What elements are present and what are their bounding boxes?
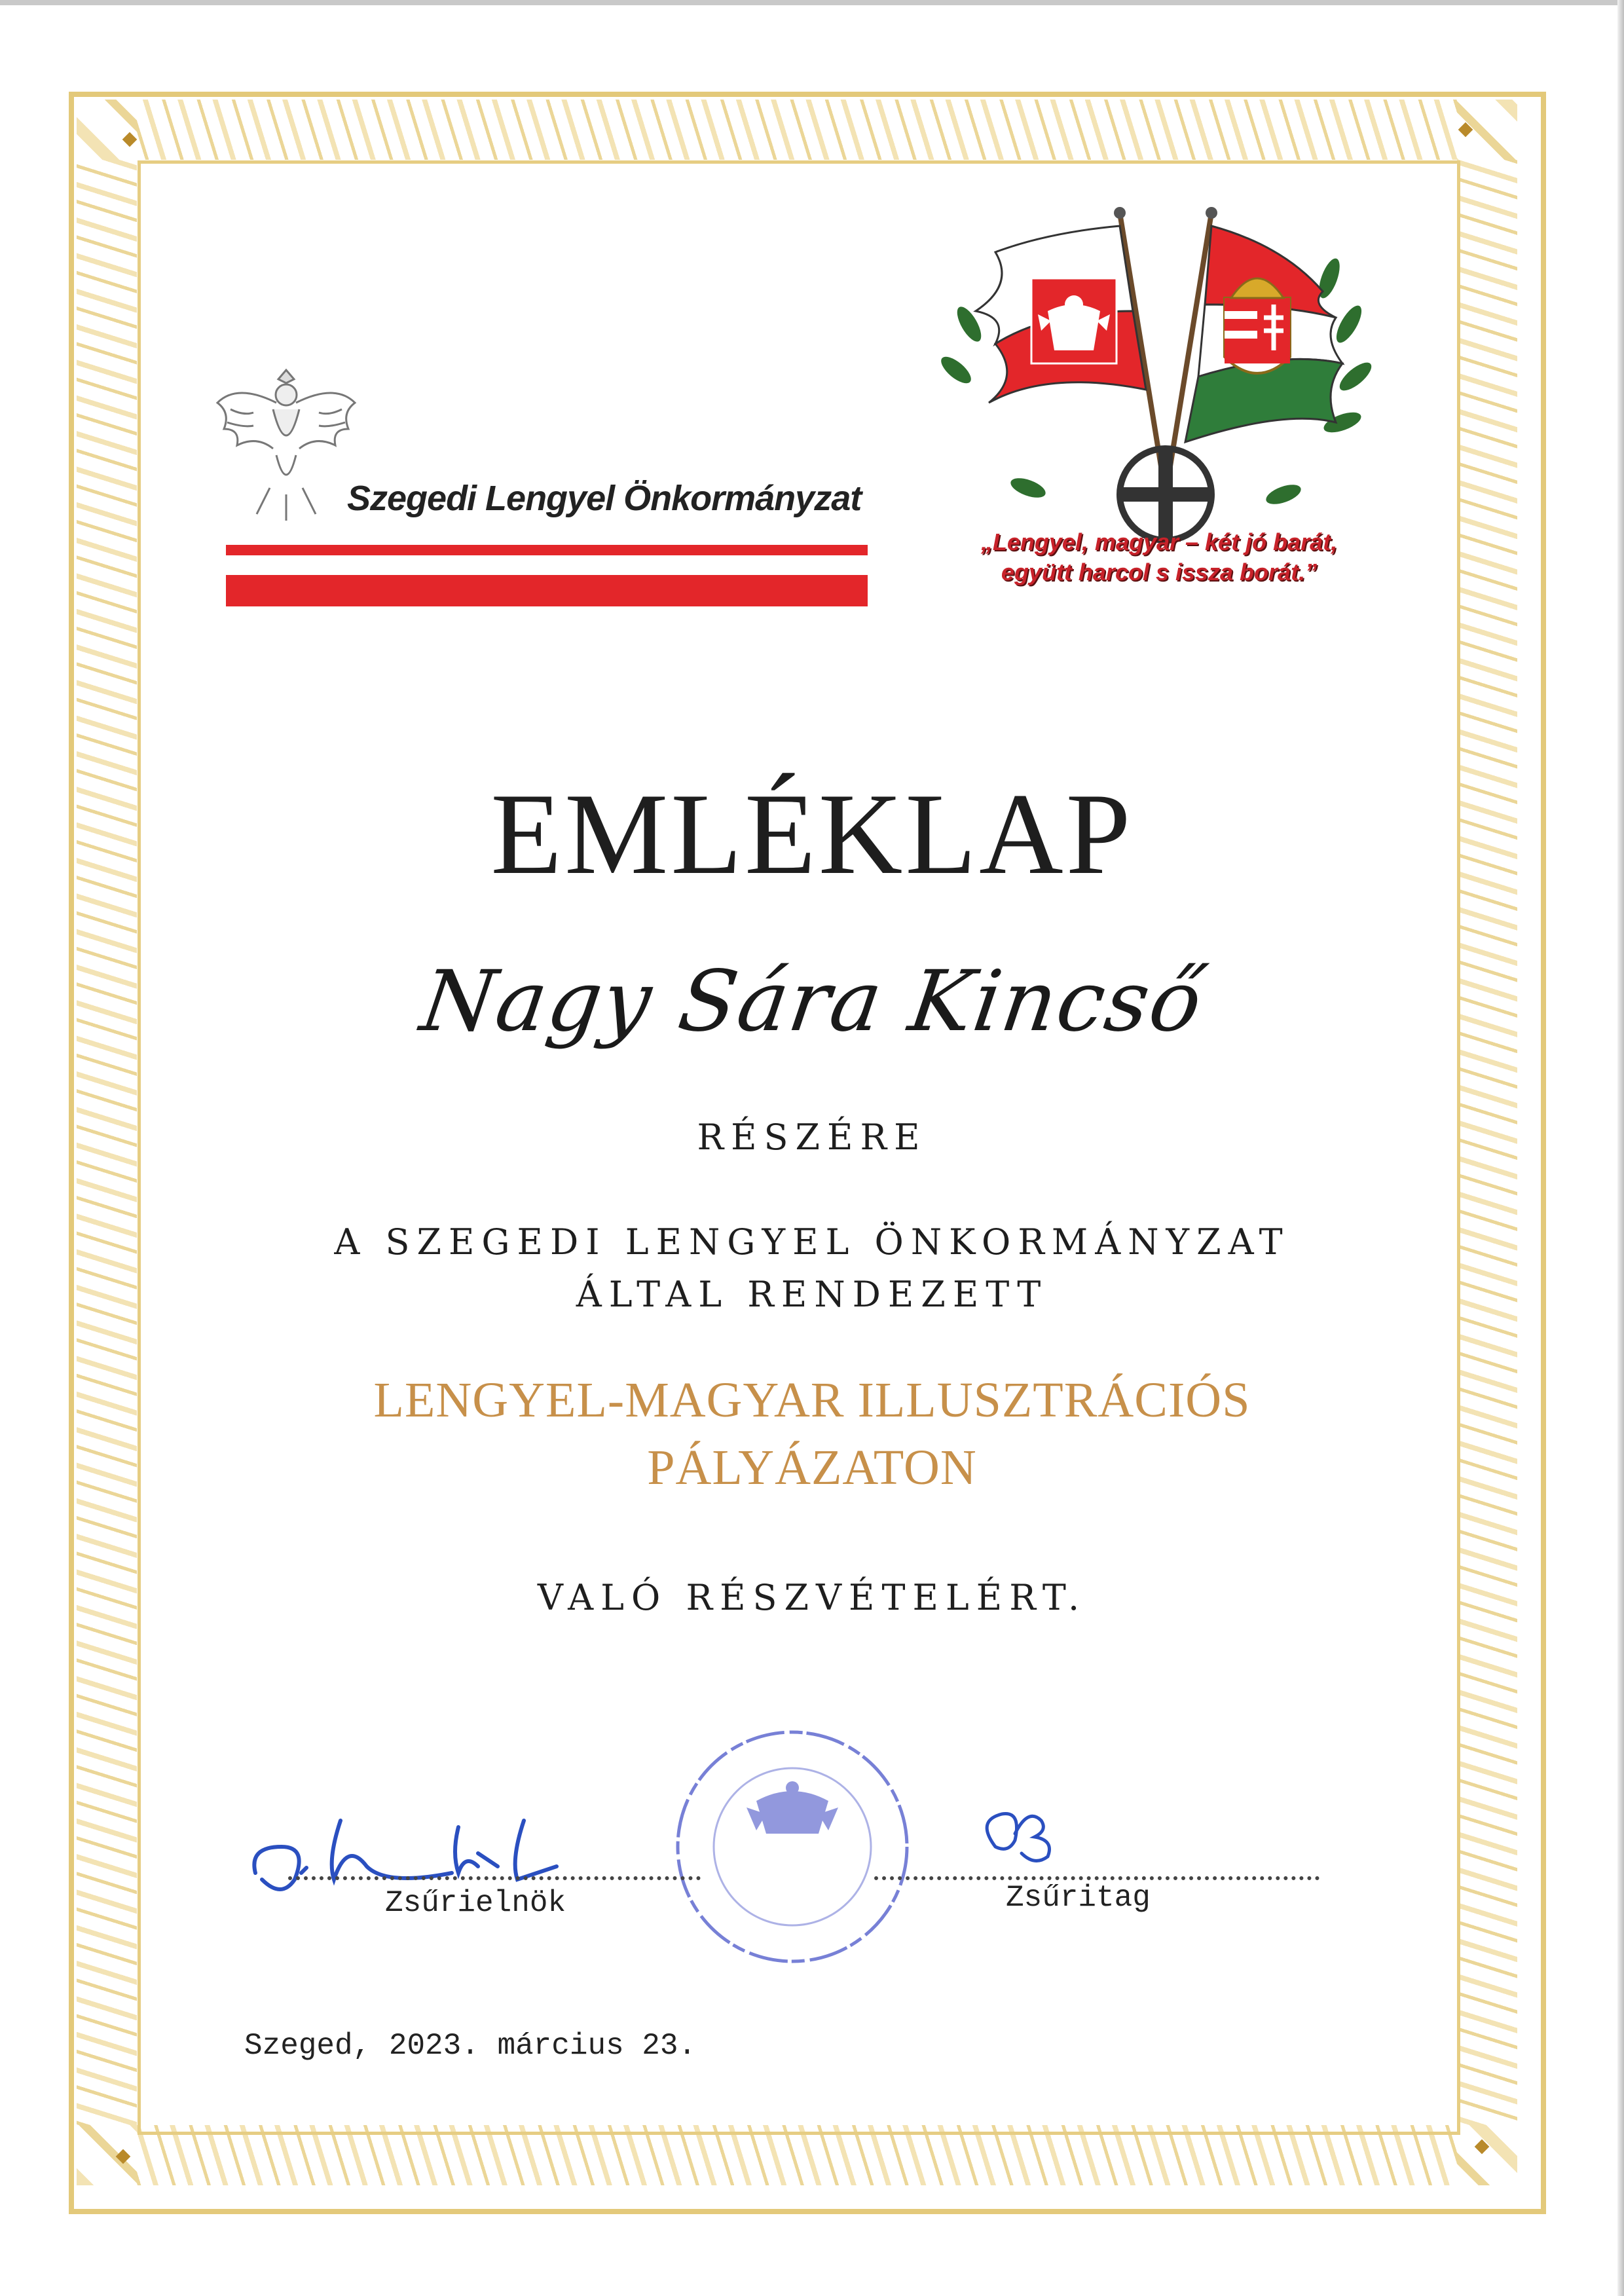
- line-organizer-1: A SZEGEDI LENGYEL ÖNKORMÁNYZAT: [334, 1221, 1290, 1263]
- motto: [936, 527, 1382, 587]
- line-organizer-2: ÁLTAL RENDEZETT: [576, 1274, 1048, 1315]
- member-signature-line: [874, 1876, 1320, 1880]
- organization-name: Szegedi Lengyel Önkormányzat: [347, 479, 862, 518]
- certificate-title: EMLÉKLAP: [490, 769, 1134, 898]
- competition-line-1: LENGYEL-MAGYAR ILLUSZTRÁCIÓS: [373, 1373, 1251, 1428]
- official-stamp: [648, 1709, 936, 1984]
- scan-top-edge: [0, 0, 1624, 5]
- motto-line-2: együtt harcol s issza borát.”: [1001, 559, 1318, 585]
- chairman-signature-line: [288, 1876, 701, 1880]
- line-for: RÉSZÉRE: [697, 1117, 927, 1158]
- issue-date: Szeged, 2023. március 23.: [244, 2029, 697, 2063]
- red-stripe-thick: [226, 575, 868, 606]
- motto-line-1: „Lengyel, magyar – két jó barát,: [980, 528, 1338, 555]
- line-participation: VALÓ RÉSZVÉTELÉRT.: [537, 1577, 1087, 1618]
- chairman-label: Zsűrielnök: [385, 1886, 566, 1920]
- recipient-name: Nagy Sára Kincső: [415, 953, 1209, 1050]
- member-signature: [969, 1801, 1120, 1873]
- polish-eagle-icon: [211, 357, 361, 527]
- member-label: Zsűritag: [1006, 1881, 1151, 1915]
- competition-line-2: PÁLYÁZATON: [647, 1440, 977, 1495]
- chairman-signature: [242, 1794, 648, 1899]
- red-stripe-thin: [226, 545, 868, 555]
